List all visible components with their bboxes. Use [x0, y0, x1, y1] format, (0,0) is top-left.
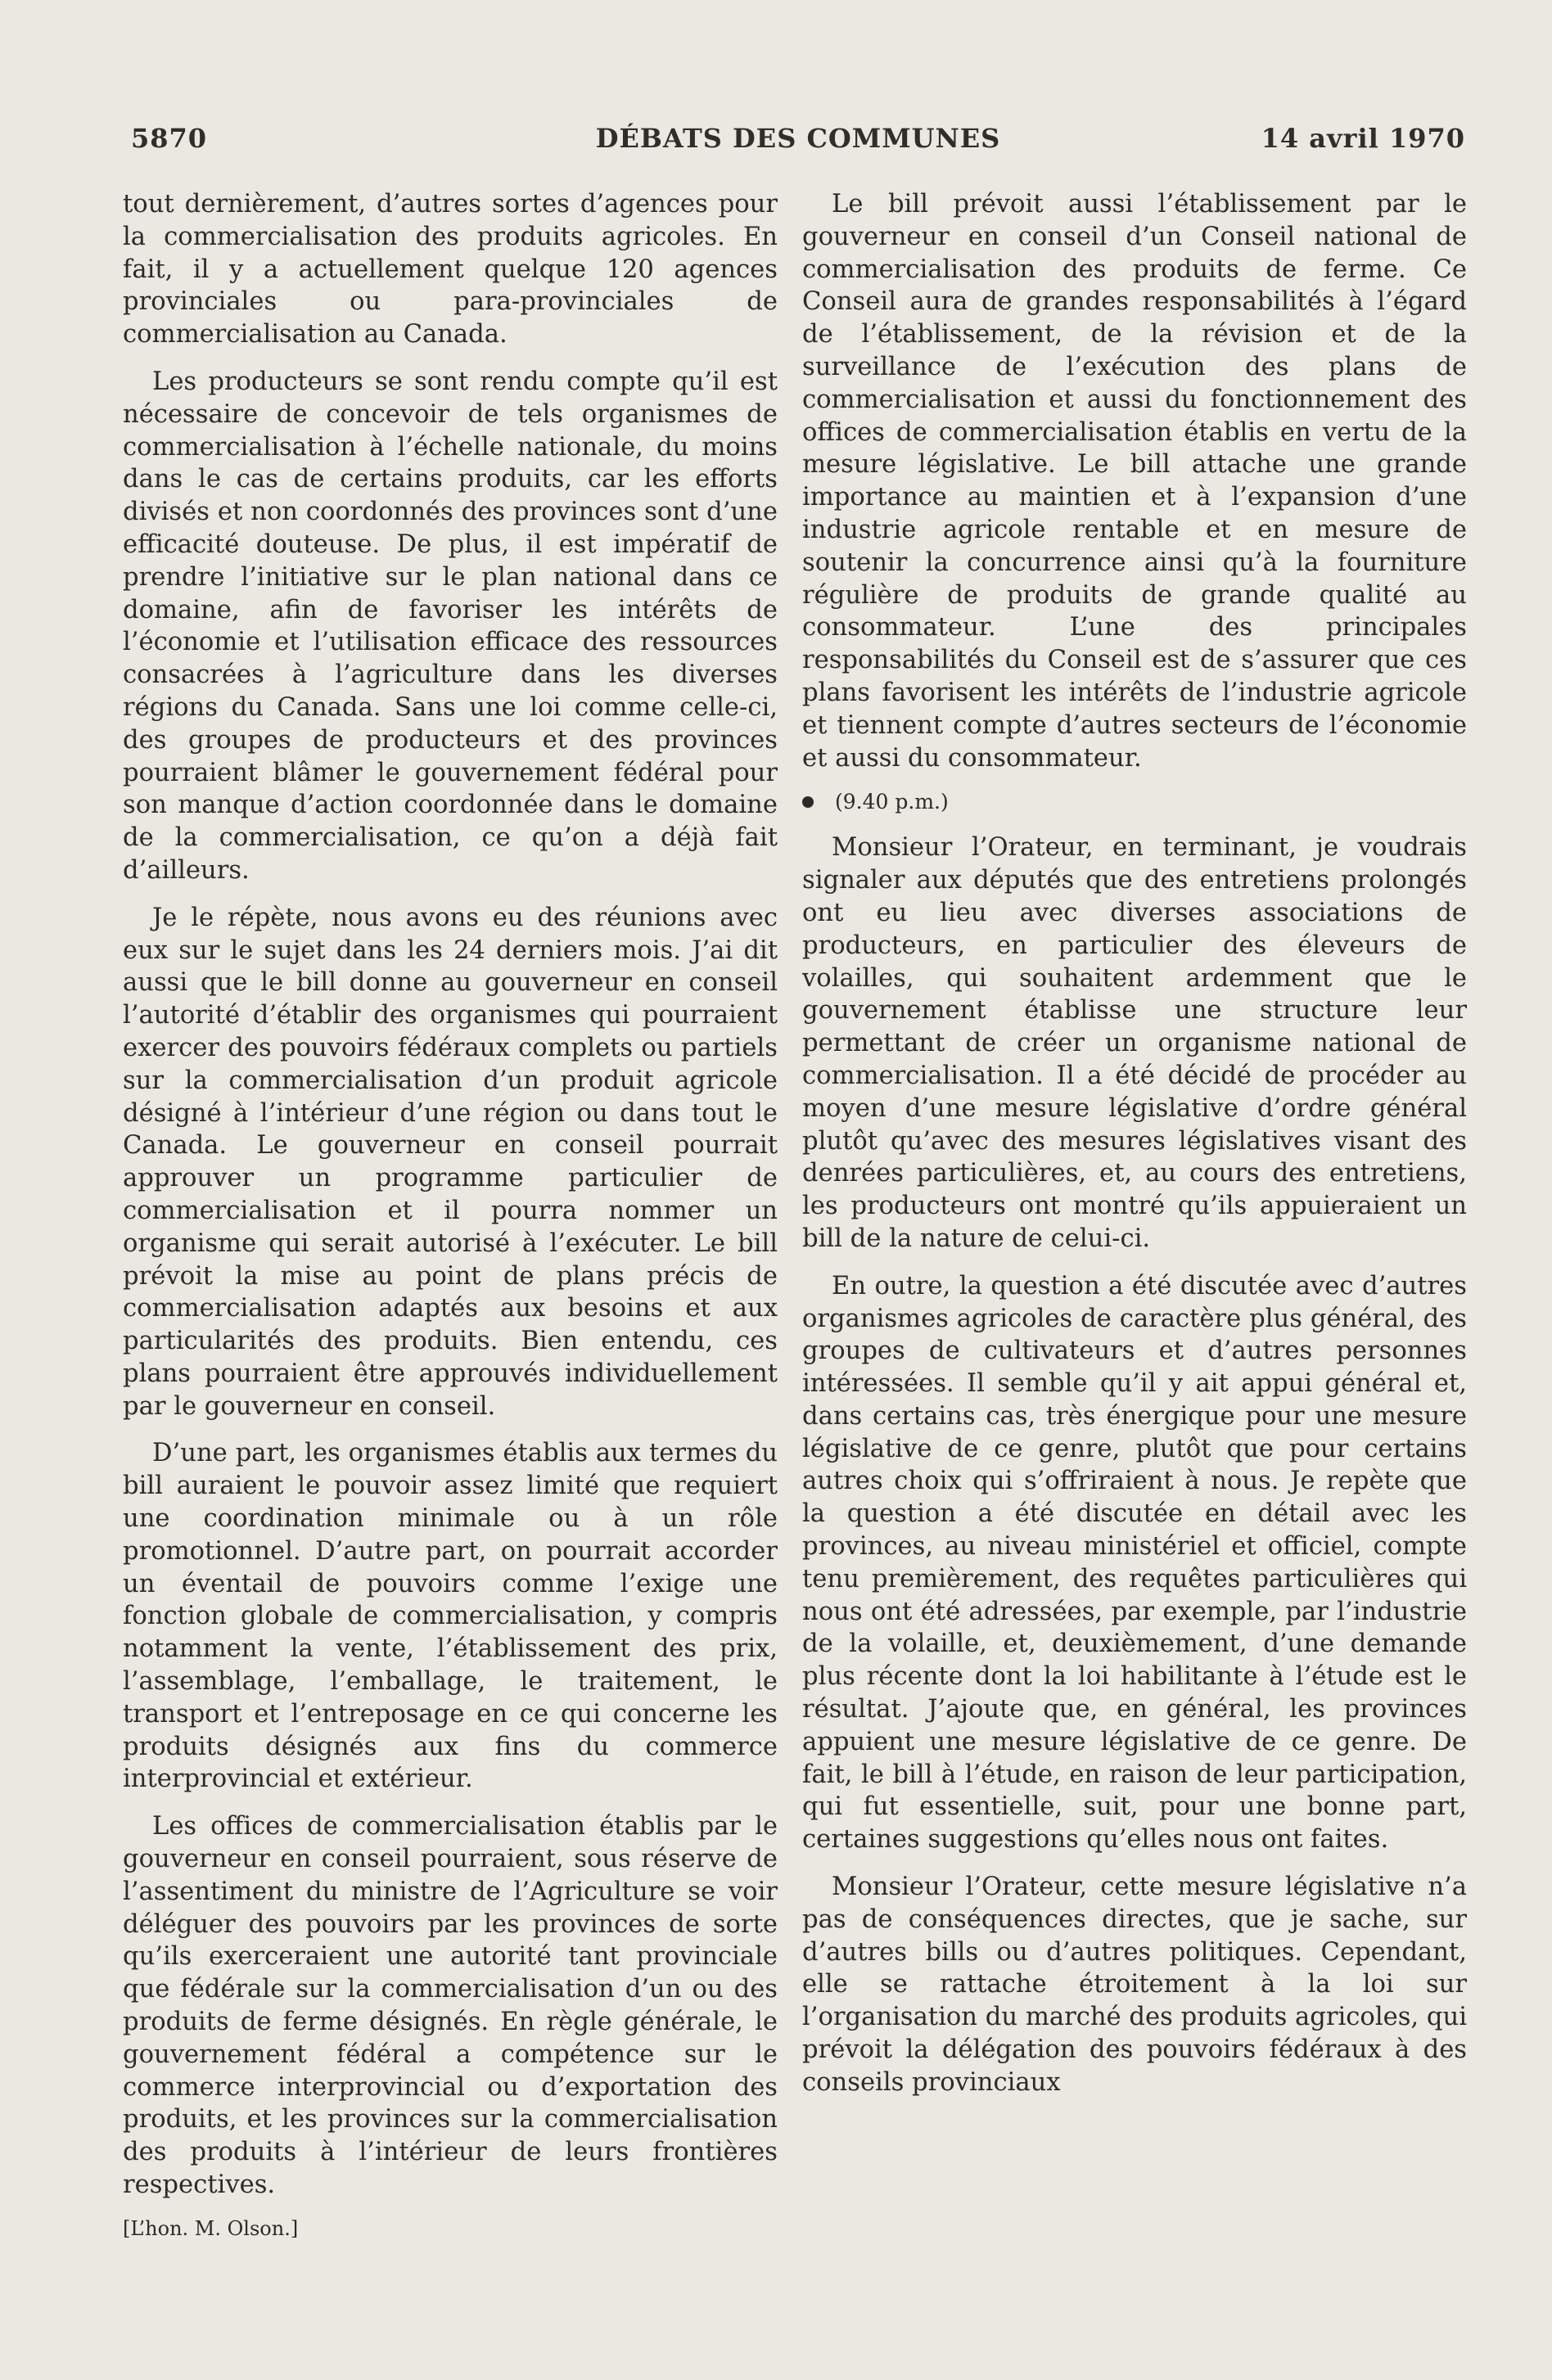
- paragraph: D’une part, les organismes établis aux termes du bill auraient le pouvoir assez limité que requiert une coordination minimale ou à un rôle promotionnel. D’autre part, on pourrait accorder un éventail de pouvoirs comme l’exige une fonction globale de commercialisation, y compris notamment la vente, l’établissement des prix, l’assemblage, l’emballage, le traitement, le transport et l’entreposage en ce qui concerne les produits désignés aux fins du commerce interprovincial et extérieur.: [123, 1439, 778, 1794]
- bullet-icon: [802, 796, 814, 808]
- publication-title: DÉBATS DES COMMUNES: [595, 123, 1001, 154]
- right-column: [802, 188, 1467, 2114]
- paragraph: Les offices de commercialisation établis par le gouverneur en conseil pourraient, sous réserve de l’assentiment du ministre de l’Agriculture se voir déléguer des pouvoirs par les provinces de sorte qu’ils exerceraient une autorité tant provinciale que fédérale sur la commercialisation d’un ou des produits de ferme désignés. En règle générale, le gouvernement fédéral a compétence sur le commerce interprovincial ou d’exportation des produits, et les provinces sur la commercialisation des produits à l’intérieur de leurs frontières respectives.: [123, 1812, 778, 2200]
- page-header: [131, 123, 1465, 172]
- paragraph: En outre, la question a été discutée avec d’autres organismes agricoles de caractère plus général, des groupes de cultivateurs et d’autres personnes intéressées. Il semble qu’il y ait appui général et, dans certains cas, très énergique pour une mesure législative de ce genre, plutôt que pour certains autres choix qui s’offriraient à nous. Je repète que la question a été discutée en détail avec les provinces, au niveau ministériel et officiel, compte tenu premièrement, des requêtes particulières qui nous ont été adressées, par exemple, par l’industrie de la volaille, et, deuxièmement, d’une demande plus récente dont la loi habilitante à l’étude est le résultat. J’ajoute que, en général, les provinces appuient une mesure législative de ce genre. De fait, le bill à l’étude, en raison de leur participation, qui fut essentielle, suit, pour une bonne part, certaines suggestions qu’elles nous ont faites.: [802, 1271, 1467, 1855]
- paragraph: Monsieur l’Orateur, en terminant, je voudrais signaler aux députés que des entretiens prolongés ont eu lieu avec diverses associations de producteurs, en particulier des éleveurs de volailles, qui souhaitent ardemment que le gouvernement établisse une structure leur permettant de créer un organisme national de commercialisation. Il a été décidé de procéder au moyen d’une mesure législative d’ordre général plutôt qu’avec des mesures législatives visant des denrées particulières, et, au cours des entretiens, les producteurs ont montré qu’ils appuieraient un bill de la nature de celui-ci.: [802, 833, 1467, 1253]
- time-marker: [802, 789, 1467, 815]
- page-date: 14 avril 1970: [1261, 123, 1465, 154]
- paragraph: Je le répète, nous avons eu des réunions avec eux sur le sujet dans les 24 derniers mois. J’ai dit aussi que le bill donne au gouverneur en conseil l’autorité d’établir des organismes qui pourraient exercer des pouvoirs fédéraux complets ou partiels sur la commercialisation d’un produit agricole désigné à l’intérieur d’une région ou dans tout le Canada. Le gouverneur en conseil pourrait approuver un programme particulier de commercialisation et il pourra nommer un organisme qui serait autorisé à l’exécuter. Le bill prévoit la mise au point de plans précis de commercialisation adaptés aux besoins et aux particularités des produits. Bien entendu, ces plans pourraient être approuvés individuellement par le gouverneur en conseil.: [123, 903, 778, 1421]
- paragraph: Les producteurs se sont rendu compte qu’il est nécessaire de concevoir de tels organismes de commercialisation à l’échelle nationale, du moins dans le cas de certains produits, car les efforts divisés et non coordonnés des provinces sont d’une efficacité douteuse. De plus, il est impératif de prendre l’initiative sur le plan national dans ce domaine, afin de favoriser les intérêts de l’économie et l’utilisation efficace des ressources consacrées à l’agriculture dans les diverses régions du Canada. Sans une loi comme celle-ci, des groupes de producteurs et des provinces pourraient blâmer le gouvernement fédéral pour son manque d’action coordonnée dans le domaine de la commercialisation, ce qu’on a déjà fait d’ailleurs.: [123, 367, 778, 885]
- page-number: 5870: [131, 123, 208, 154]
- left-column: [123, 188, 778, 2241]
- paragraph: Monsieur l’Orateur, cette mesure législative n’a pas de conséquences directes, que je sache, sur d’autres bills ou d’autres politiques. Cependant, elle se rattache étroitement à la loi sur l’organisation du marché des produits agricoles, qui prévoit la délégation des pouvoirs fédéraux à des conseils provinciaux: [802, 1873, 1467, 2097]
- paragraph: tout dernièrement, d’autres sortes d’agences pour la commercialisation des produits agricoles. En fait, il y a actuellement quelque 120 agences provinciales ou para-provinciales de commercialisation au Canada.: [123, 190, 778, 349]
- time-marker-text: (9.40 p.m.): [835, 790, 949, 814]
- speaker-note: [L’hon. M. Olson.]: [123, 2216, 299, 2240]
- paragraph: Le bill prévoit aussi l’établissement par le gouverneur en conseil d’un Conseil national de commercialisation des produits de ferme. Ce Conseil aura de grandes responsabilités à l’égard de l’établissement, de la révision et de la surveillance de l’exécution des plans de commercialisation et aussi du fonctionnement des offices de commercialisation établis en vertu de la mesure législative. Le bill attache une grande importance au maintien et à l’expansion d’une industrie agricole rentable et en mesure de soutenir la concurrence ainsi qu’à la fourniture régulière de produits de grande qualité au consommateur. L’une des principales responsabilités du Conseil est de s’assurer que ces plans favorisent les intérêts de l’industrie agricole et tiennent compte d’autres secteurs de l’économie et aussi du consommateur.: [802, 190, 1467, 773]
